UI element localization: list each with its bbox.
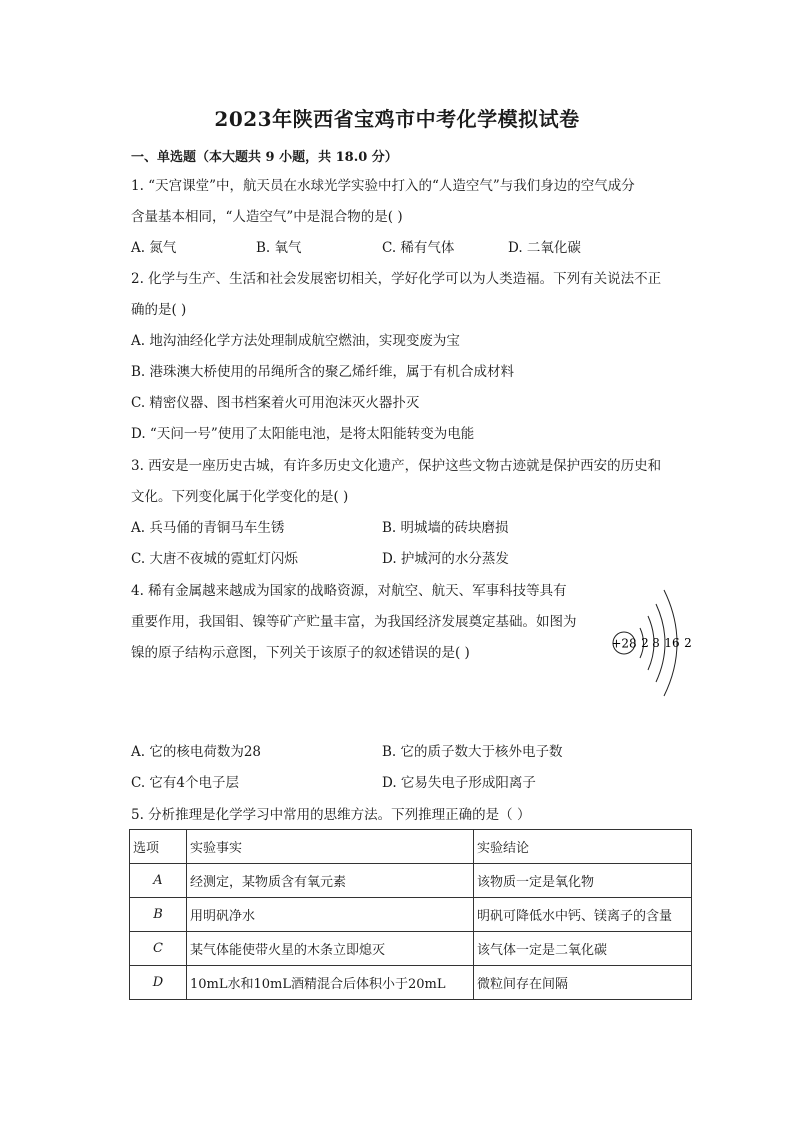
q3-option-b: B. 明城墙的砖块磨损 [382,520,509,536]
row-conclusion: 该物质一定是氧化物 [474,864,692,898]
table-row [130,966,692,1000]
row-conclusion: 微粒间存在间隔 [474,966,692,1000]
row-fact: 经测定，某物质含有氧元素 [187,864,474,898]
q4-stem-line2: 重要作用，我国钼、镍等矿产贮量丰富，为我国经济发展奠定基础。如图为 [131,614,577,630]
header-option: 选项 [130,830,187,864]
nucleus-label: +28 [611,636,637,651]
row-label: D [130,966,187,1000]
row-conclusion: 该气体一定是二氧化碳 [474,932,692,966]
q3-stem-line2: 文化。下列变化属于化学变化的是( ) [131,489,349,505]
q3-stem-line1: 3. 西安是一座历史古城，有许多历史文化遗产，保护这些文物古迹就是保护西安的历史和 [131,458,662,474]
shell-3-electrons: 16 [664,636,680,650]
q4-option-d: D. 它易失电子形成阳离子 [382,775,536,791]
experiment-table [129,829,692,1000]
q2-option-d: D. “天问一号”使用了太阳能电池，是将太阳能转变为电能 [131,426,475,442]
q3-option-d: D. 护城河的水分蒸发 [382,551,509,567]
header-fact: 实验事实 [187,830,474,864]
row-label: A [130,864,187,898]
header-conclusion: 实验结论 [474,830,692,864]
row-fact: 某气体能使带火星的木条立即熄灭 [187,932,474,966]
section-heading: 一、单选题（本大题共 9 小题，共 18.0 分） [131,150,398,165]
page-title: 2023年陕西省宝鸡市中考化学模拟试卷 [214,107,580,131]
nickel-atom-diagram [604,580,704,710]
table-header-row [130,830,692,864]
q2-option-c: C. 精密仪器、图书档案着火可用泡沫灭火器扑灭 [131,395,420,411]
q1-option-b: B. 氧气 [256,240,302,256]
q2-option-b: B. 港珠澳大桥使用的吊绳所含的聚乙烯纤维，属于有机合成材料 [131,364,515,380]
row-label: B [130,898,187,932]
q4-stem-line3: 镍的原子结构示意图，下列关于该原子的叙述错误的是( ) [131,645,470,661]
q1-option-d: D. 二氧化碳 [508,240,581,256]
q5-stem-line1: 5. 分析推理是化学学习中常用的思维方法。下列推理正确的是（ ） [131,807,531,823]
shell-2-electrons: 8 [652,636,660,650]
table-row [130,898,692,932]
row-conclusion: 明矾可降低水中钙、镁离子的含量 [474,898,692,932]
q2-stem-line1: 2. 化学与生产、生活和社会发展密切相关，学好化学可以为人类造福。下列有关说法不正 [131,271,662,287]
q4-stem-line1: 4. 稀有金属越来越成为国家的战略资源，对航空、航天、军事科技等具有 [131,583,567,599]
table-row [130,864,692,898]
q1-stem-line1: 1. “天宫课堂”中，航天员在水球光学实验中打入的“人造空气”与我们身边的空气成分 [131,178,635,194]
q3-option-a: A. 兵马俑的青铜马车生锈 [131,520,285,536]
q1-option-c: C. 稀有气体 [382,240,455,256]
q2-stem-line2: 确的是( ) [131,302,187,318]
q4-option-c: C. 它有4个电子层 [131,775,240,791]
q1-option-a: A. 氮气 [131,240,177,256]
shell-1-electrons: 2 [641,636,649,650]
q1-stem-line2: 含量基本相同，“人造空气”中是混合物的是( ) [131,209,403,225]
row-fact: 用明矾净水 [187,898,474,932]
q2-option-a: A. 地沟油经化学方法处理制成航空燃油，实现变废为宝 [131,333,460,349]
table-row [130,932,692,966]
q4-option-b: B. 它的质子数大于核外电子数 [382,744,563,760]
row-fact: 10mL水和10mL酒精混合后体积小于20mL [187,966,474,1000]
shell-4-electrons: 2 [684,636,692,650]
q4-option-a: A. 它的核电荷数为28 [131,744,262,760]
row-label: C [130,932,187,966]
q3-option-c: C. 大唐不夜城的霓虹灯闪烁 [131,551,298,567]
